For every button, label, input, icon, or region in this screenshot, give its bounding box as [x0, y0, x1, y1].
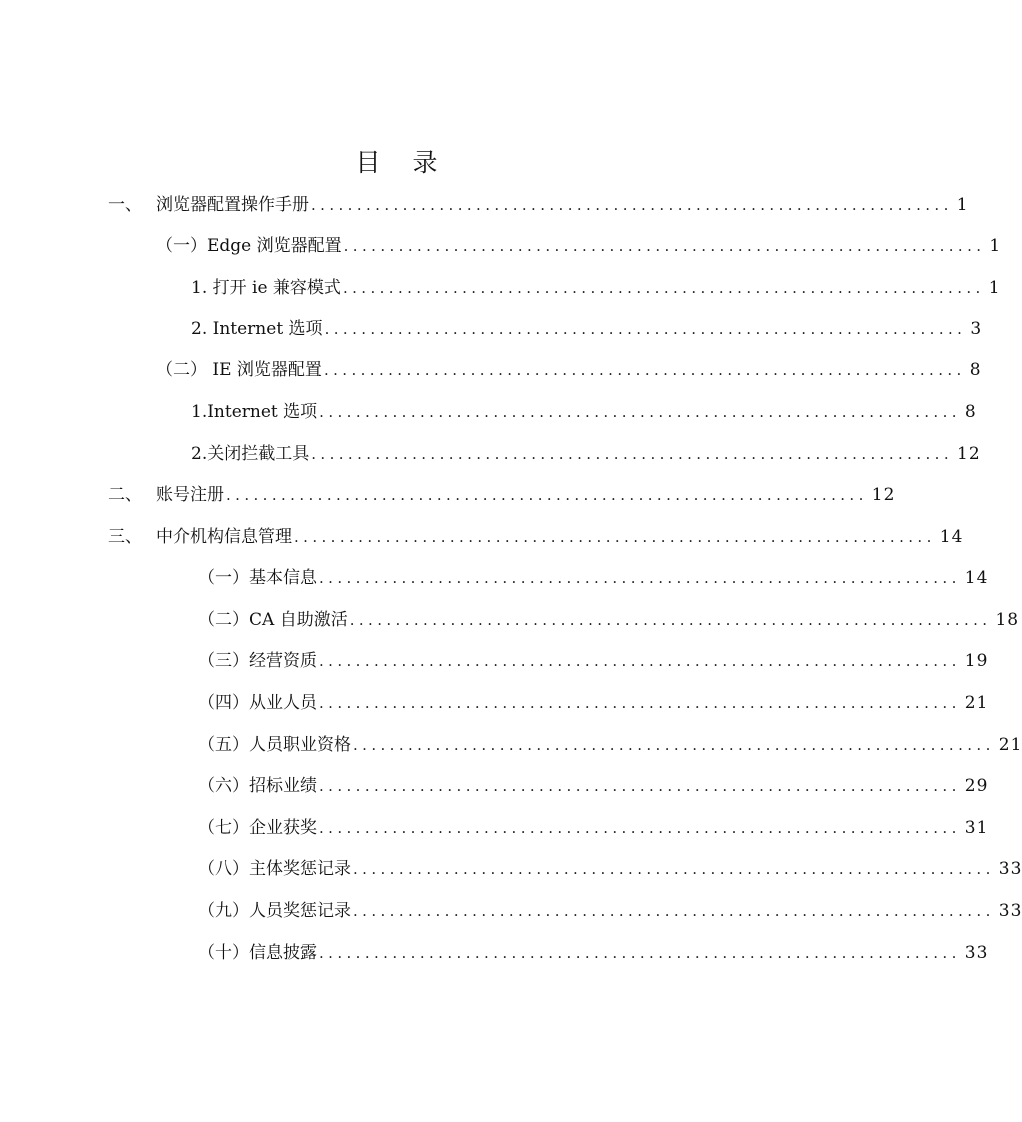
toc-entry-label: （五）人员职业资格	[198, 735, 351, 755]
toc-entry-number: 二、	[108, 485, 142, 505]
toc-entry-page: 33	[998, 859, 1022, 879]
toc-entry-label: 浏览器配置操作手册	[156, 195, 309, 215]
toc-entry-page: 29	[964, 776, 989, 796]
toc-entry	[191, 393, 977, 423]
toc-entry	[198, 767, 989, 797]
toc-leader: ......................................................................	[353, 736, 995, 754]
toc-leader: ......................................................................	[319, 694, 961, 712]
toc-entry-label: （七）企业获奖	[198, 818, 317, 838]
toc-entry	[198, 684, 989, 714]
toc-entry-label: （二） IE 浏览器配置	[156, 360, 322, 380]
toc-entry-page: 21	[998, 735, 1022, 755]
toc-entry	[108, 518, 964, 548]
toc-entry-page: 21	[964, 693, 989, 713]
toc-entry-text	[198, 609, 350, 631]
toc-entry-text	[108, 484, 226, 506]
toc-entry	[198, 934, 989, 964]
toc-entry-text	[156, 235, 344, 257]
toc-entry-label: 2.关闭拦截工具	[191, 444, 310, 464]
toc-leader: ......................................................................	[343, 237, 986, 255]
toc-entry-page: 18	[995, 610, 1020, 630]
toc-entry-text	[198, 775, 319, 797]
toc-entry-number: 三、	[108, 527, 142, 547]
toc-leader: ......................................................................	[319, 777, 961, 795]
toc-entry-text	[198, 692, 319, 714]
toc-entry	[198, 601, 1020, 631]
toc-entry-text	[108, 526, 294, 548]
toc-entry-text	[191, 277, 343, 299]
toc-entry-label: （三）经营资质	[198, 651, 317, 671]
toc-entry-page: 33	[998, 901, 1022, 921]
toc-entry-label: （一）Edge 浏览器配置	[156, 236, 342, 256]
toc-entry-label: （十）信息披露	[198, 943, 317, 963]
toc-entry-page: 3	[970, 319, 983, 339]
toc-entry-page: 19	[964, 651, 989, 671]
toc-entry-text	[191, 401, 319, 423]
toc-leader: ......................................................................	[319, 403, 961, 421]
toc-entry	[156, 351, 982, 381]
toc-leader: ......................................................................	[294, 528, 936, 546]
toc-leader: ......................................................................	[323, 361, 966, 379]
toc-entry-label: 账号注册	[156, 485, 224, 505]
toc-entry-label: （八）主体奖惩记录	[198, 859, 351, 879]
toc-entry-page: 8	[969, 360, 982, 380]
toc-entry-text	[191, 318, 325, 340]
toc-leader: ......................................................................	[353, 860, 995, 878]
toc-title: 目 录	[355, 148, 450, 177]
toc-entry	[191, 269, 1001, 299]
toc-entry-text	[156, 359, 324, 381]
toc-entry-text	[198, 858, 353, 880]
toc-entry-text	[198, 942, 319, 964]
toc-entry-page: 12	[871, 485, 896, 505]
toc-entry-page: 1	[956, 195, 969, 215]
toc-entry	[198, 850, 1022, 880]
toc-entry-text	[198, 734, 353, 756]
toc-leader: ......................................................................	[353, 902, 995, 920]
toc-entry	[191, 310, 983, 340]
toc-entry-text	[108, 194, 311, 216]
toc-entry-label: （九）人员奖惩记录	[198, 901, 351, 921]
toc-entry-label: 1. 打开 ie 兼容模式	[191, 278, 341, 298]
toc-entry	[198, 809, 989, 839]
toc-entry-text	[198, 567, 319, 589]
toc-entry-page: 1	[988, 278, 1001, 298]
toc-leader: ......................................................................	[324, 320, 967, 338]
toc-leader: ......................................................................	[342, 279, 985, 297]
toc-entry	[198, 642, 989, 672]
toc-entry-page: 31	[964, 818, 989, 838]
toc-entry	[108, 186, 969, 216]
toc-entry-text	[198, 650, 319, 672]
toc-entry-number: 一、	[108, 195, 142, 215]
toc-entry-page: 33	[964, 943, 989, 963]
toc-entry	[198, 559, 989, 589]
toc-leader: ......................................................................	[311, 445, 953, 463]
toc-entry-text	[198, 900, 353, 922]
toc-entry-page: 14	[939, 527, 964, 547]
toc-entry-label: （六）招标业绩	[198, 776, 317, 796]
toc-entry	[198, 892, 1022, 922]
toc-entry-label: （二）CA 自助激活	[198, 610, 348, 630]
toc-leader: ......................................................................	[319, 652, 961, 670]
toc-entry-page: 8	[964, 402, 977, 422]
toc-entry-text	[198, 817, 319, 839]
toc-leader: ......................................................................	[319, 819, 961, 837]
toc-leader: ......................................................................	[349, 611, 992, 629]
toc-leader: ......................................................................	[226, 486, 868, 504]
toc-entry	[156, 227, 1002, 257]
toc-leader: ......................................................................	[319, 569, 961, 587]
toc-entry-page: 12	[957, 444, 981, 464]
toc-entry-label: 中介机构信息管理	[156, 527, 292, 547]
toc-leader: ......................................................................	[311, 196, 953, 214]
toc-entry-text	[191, 443, 311, 465]
toc-leader: ......................................................................	[319, 944, 961, 962]
toc-entry-label: （四）从业人员	[198, 693, 317, 713]
toc-entry	[191, 435, 981, 465]
toc-entry-page: 14	[964, 568, 989, 588]
toc-entry-page: 1	[989, 236, 1002, 256]
toc-entry	[108, 476, 896, 506]
toc-entry-label: 1.Internet 选项	[191, 402, 318, 422]
toc-entry-label: （一）基本信息	[198, 568, 317, 588]
toc-entry	[198, 726, 1022, 756]
toc-entry-label: 2. Internet 选项	[191, 319, 323, 339]
